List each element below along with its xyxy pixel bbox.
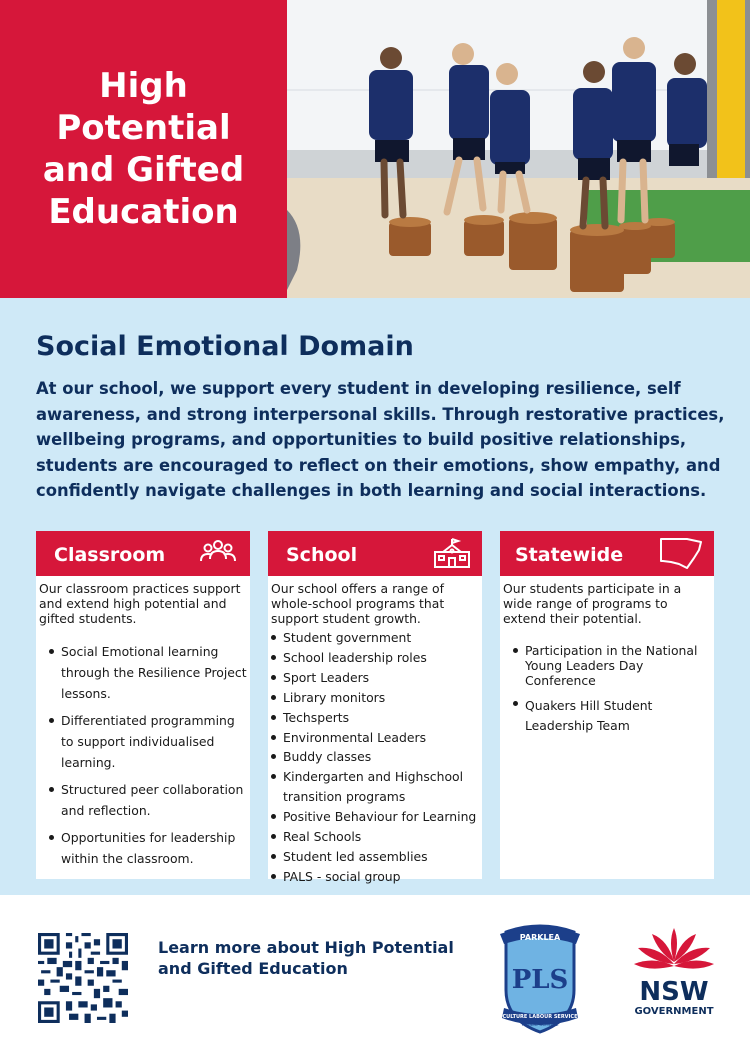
card-title: School <box>286 544 358 566</box>
students-photo-illustration <box>287 0 750 298</box>
card-title: Classroom <box>54 544 166 566</box>
card-body <box>268 576 482 887</box>
hero-title: High Potential and Gifted Education <box>42 66 245 232</box>
card-body <box>500 576 714 736</box>
list-item: Library monitors <box>269 688 479 708</box>
list-item: Social Emotional learning through the Resilience Project lessons. <box>41 641 247 704</box>
list-item: PALS - social group <box>269 867 479 887</box>
list-item: Environmental Leaders <box>269 728 479 748</box>
card-classroom <box>36 531 250 879</box>
card-intro: Our classroom practices support and extend high potential and gifted students. <box>39 581 241 626</box>
card-header <box>268 531 482 576</box>
card-intro: Our students participate in a wide range of programs to extend their potential. <box>503 581 682 626</box>
list-item: Techsperts <box>269 708 479 728</box>
nsw-logo-subtext: GOVERNMENT <box>634 1006 714 1017</box>
card-intro: Our school offers a range of whole-school programs that support student growth. <box>271 581 445 626</box>
list-item: Sport Leaders <box>269 668 479 688</box>
card-header <box>500 531 714 576</box>
card-list <box>505 643 711 736</box>
qr-code[interactable] <box>38 933 128 1023</box>
section-title: Social Emotional Domain <box>36 331 414 362</box>
list-item: Opportunities for leadership within the classroom. <box>41 827 247 869</box>
card-header <box>36 531 250 576</box>
list-item: Kindergarten and Highschool transition programs <box>269 767 479 807</box>
crest-bottom-text: CULTURE LABOUR SERVICE <box>502 1014 578 1020</box>
card-list <box>269 628 479 887</box>
list-item: Student government <box>269 628 479 648</box>
list-item: Participation in the National Young Leaders Day Conference <box>505 643 711 688</box>
list-item: Buddy classes <box>269 747 479 767</box>
hero-title-panel <box>0 0 287 298</box>
learn-more-link[interactable]: Learn more about High Potential and Gifted Education <box>158 938 454 978</box>
nsw-logo-text: NSW <box>639 977 709 1007</box>
card-statewide <box>500 531 714 879</box>
crest-sub-text: PUBLIC SCHOOL <box>521 1023 559 1028</box>
list-item: Real Schools <box>269 827 479 847</box>
card-title: Statewide <box>515 544 624 566</box>
hero-photo-students <box>287 0 750 298</box>
list-item: Student led assemblies <box>269 847 479 867</box>
section-intro: At our school, we support every student in developing resilience, self awareness, and strong interpersonal skills. Through restorative practices, wellbeing programs, and opportunities to build positive relationships, students are encouraged to reflect on their emotions, show empathy, and confidently navigate challenges in both learning and social interactions. <box>36 379 725 500</box>
crest-top-text: PARKLEA <box>519 933 561 942</box>
list-item: Structured peer collaboration and reflection. <box>41 779 247 821</box>
card-list <box>41 641 247 869</box>
list-item: Positive Behaviour for Learning <box>269 807 479 827</box>
nsw-map-icon <box>660 536 702 570</box>
people-group-icon <box>200 537 236 567</box>
list-item: Differentiated programming to support individualised learning. <box>41 710 247 773</box>
nsw-government-logo <box>628 922 720 1018</box>
school-crest-logo <box>496 920 584 1034</box>
list-item: School leadership roles <box>269 648 479 668</box>
crest-letters: PLS <box>511 965 569 995</box>
school-building-icon <box>434 537 470 569</box>
card-body <box>36 576 250 869</box>
list-item: Quakers Hill Student Leadership Team <box>505 696 711 736</box>
hero-banner <box>0 0 750 298</box>
card-school <box>268 531 482 884</box>
